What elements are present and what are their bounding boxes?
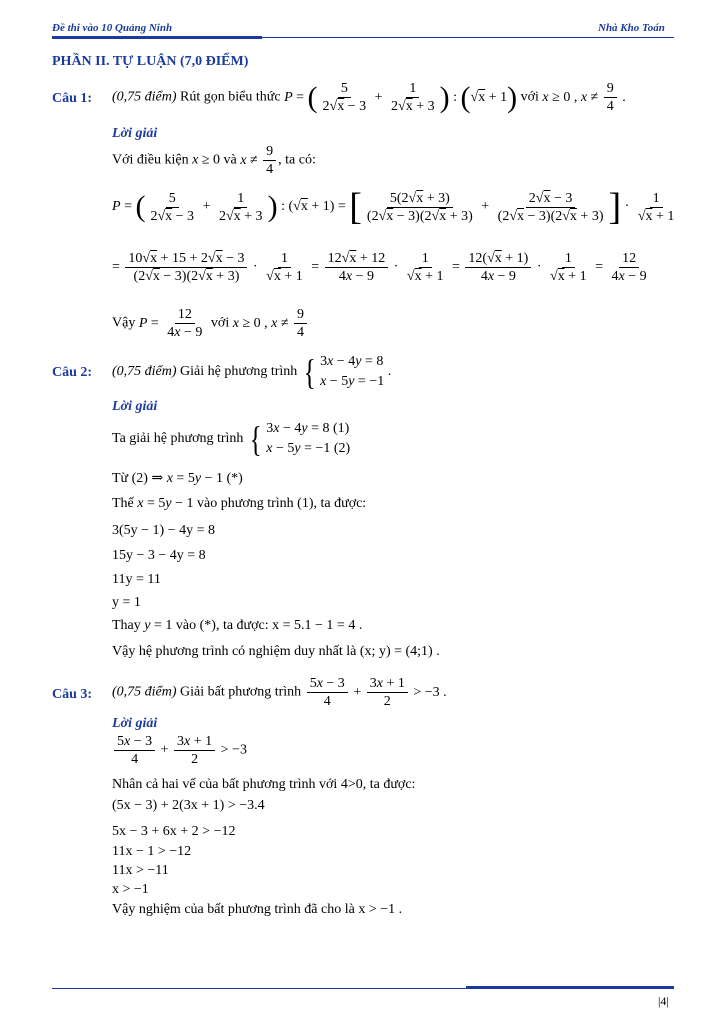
q1-points: (0,75 điểm) — [112, 89, 177, 105]
q1-expression: P = ( $\frac{5}{2√x - 3}$ + $\frac{1}{2√x + 3}$ ) : (√x + 1) — [284, 80, 518, 114]
q2-step: y = 1 — [112, 595, 141, 610]
q2-from-expr: (2) ⇒ x = 5y − 1 (*) — [131, 471, 243, 486]
q1-step1: P = ( $\frac{5}{2√x - 3}$ + $\frac{1}{2√x + 3}$ ) : (√x + 1) = [ $\frac{5(2√x + 3)}{(2√x - 3)(2√x + 3)}$ + $\frac{2√x - 3}{(2√x - 3)(2√x + 3)}$ ] · $\frac{1}{√x + 1}$ — [112, 186, 675, 228]
q1-statement — [112, 80, 626, 115]
q1-domain: x ≥ 0 , x ≠ $\frac{9}{4}$ . — [542, 81, 626, 114]
q1-with: với — [520, 89, 539, 105]
page-number: |4| — [658, 994, 669, 1008]
q3-conclusion: Vậy nghiệm của bất phương trình đã cho là x > −1 . — [112, 902, 403, 917]
q3-conclusion-text: Vậy nghiệm của bất phương trình đã cho là — [112, 902, 355, 917]
q3-statement — [112, 675, 447, 710]
section-title: PHẦN II. TỰ LUẬN (7,0 ĐIỂM) — [52, 54, 249, 69]
q2-line1-text: Ta giải hệ phương trình — [112, 431, 244, 447]
q3-step: 5x − 3 + 6x + 2 > −12 — [112, 824, 236, 839]
q3-step: x > −1 — [112, 882, 149, 897]
q1-step2: = $\frac{10√x + 15 + 2√x - 3}{(2√x - 3)(2√x + 3)}$ · $\frac{1}{√x + 1}$ = $\frac{12√x + 12}{4x - 9}$ · $\frac{1}{√x + 1}$ = $\frac{12(√x + 1)}{4x - 9}$ · $\frac{1}{√x + 1}$ = $\frac{12}{4x - 9}$ — [112, 251, 647, 284]
q1-solution-label: Lời giải — [112, 126, 158, 141]
q2-solution-label: Lời giải — [112, 399, 158, 414]
q1-conclusion — [112, 306, 309, 341]
q2-substitute-expr: x = 5y − 1 — [137, 496, 194, 511]
q2-system: { 3x − 4y = 8 x − 5y = −1 — [303, 352, 385, 392]
q1-result: P = $\frac{12}{4x - 9}$ — [138, 307, 203, 340]
q2-step: 15y − 3 − 4y = 8 — [112, 548, 206, 563]
q3-label: Câu 3: — [52, 687, 93, 702]
q2-plug-b: vào — [175, 618, 197, 633]
q2-line1 — [112, 419, 350, 459]
q2-substitute-text: Thế — [112, 496, 134, 511]
q2-plug-y: y = 1 — [144, 618, 173, 633]
q2-from-text: Từ — [112, 471, 129, 486]
q3-multiply: Nhân cả hai vế của bất phương trình với 4>0, ta được: — [112, 777, 416, 792]
q2-answer: (x; y) = (4;1) — [359, 644, 433, 659]
q2-plug: Thay y = 1 vào (*), ta được: x = 5.1 − 1 = 4 . — [112, 618, 363, 633]
q2-step: 11y = 11 — [112, 572, 161, 587]
q2-eq1-ref: (1) — [297, 496, 314, 511]
q2-system-labeled: { 3x − 4y = 8 (1) x − 5y = −1 (2) — [249, 419, 351, 459]
q1-prompt: Rút gọn biểu thức — [180, 89, 281, 105]
q1-cond-and: và — [223, 152, 237, 168]
header-right: Nhà Kho Toán — [598, 22, 665, 34]
q1-cond-text: Với điều kiện — [112, 152, 189, 168]
q2-plug-c: , ta được: — [215, 618, 269, 633]
q2-plug-ref: (*) — [199, 618, 216, 633]
q2-statement: (0,75 điểm) Giải hệ phương trình { 3x − 4y = 8 x − 5y = −1 . — [112, 352, 392, 392]
q2-label: Câu 2: — [52, 365, 93, 380]
q2-substitute — [112, 496, 366, 512]
q3-solution-label: Lời giải — [112, 716, 158, 731]
header-left: Đề thi vào 10 Quảng Ninh — [52, 22, 173, 34]
q1-cond-expr: x ≥ 0 — [192, 152, 221, 168]
q1-condition-line — [112, 143, 316, 178]
q1-cond-expr2: x ≠ $\frac{9}{4}$ — [240, 153, 278, 168]
q3-inequality: $\frac{5x - 3}{4}$ + $\frac{3x + 1}{2}$ > −3 . — [305, 685, 447, 700]
q2-step: 3(5y − 1) − 4y = 8 — [112, 523, 216, 538]
q3-step: (5x − 3) + 2(3x + 1) > −3.4 — [112, 798, 265, 813]
q3-step: 11x − 1 > −12 — [112, 844, 192, 859]
q1-cond-tail: , ta có: — [278, 152, 316, 168]
q3-answer: x > −1 — [358, 902, 396, 917]
q2-substitute-tail: vào phương trình — [197, 496, 294, 511]
q2-points: (0,75 điểm) — [112, 364, 177, 380]
q1-label: Câu 1: — [52, 91, 93, 106]
q1-conclusion-text: Vậy — [112, 315, 136, 331]
footer-rule — [466, 986, 674, 989]
q2-from — [112, 470, 243, 487]
q3-points: (0,75 điểm) — [112, 684, 177, 700]
q2-conclusion-text: Vậy hệ phương trình có nghiệm duy nhất là — [112, 644, 357, 659]
q2-plug-a: Thay — [112, 618, 141, 633]
q2-prompt: Giải hệ phương trình — [180, 364, 298, 380]
q1-result-domain: x ≥ 0 , x ≠ $\frac{9}{4}$ — [233, 316, 309, 331]
q3-step: 11x > −11 — [112, 863, 169, 878]
q1-result-with: với — [210, 315, 230, 331]
q2-conclusion: Vậy hệ phương trình có nghiệm duy nhất là (x; y) = (4;1) . — [112, 644, 440, 659]
q3-prompt: Giải bất phương trình — [180, 684, 302, 700]
q2-plug-result: x = 5.1 − 1 = 4 — [272, 618, 356, 633]
header-rule-thin — [52, 37, 674, 38]
q3-restate: $\frac{5x - 3}{4}$ + $\frac{3x + 1}{2}$ > −3 — [112, 733, 247, 768]
q2-substitute-end: , ta được: — [313, 496, 367, 511]
